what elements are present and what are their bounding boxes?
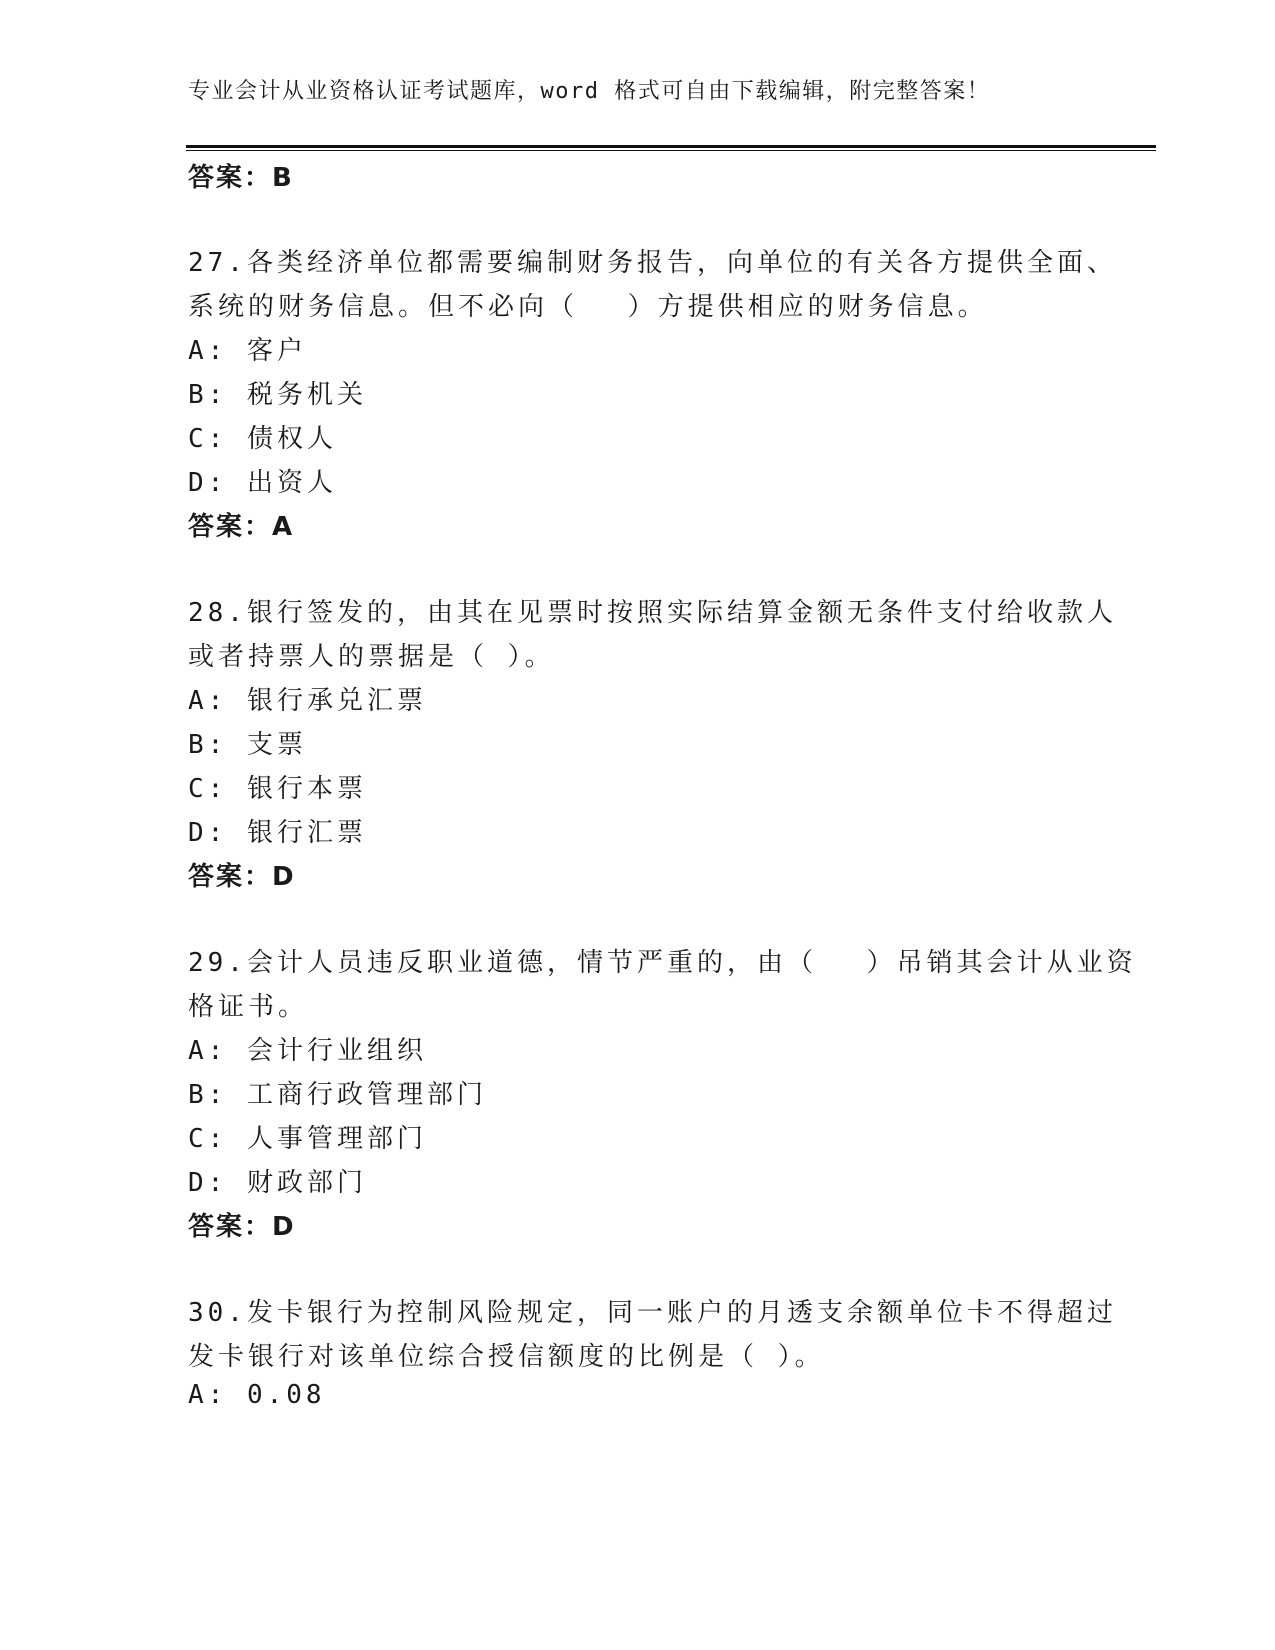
question-30-stem-line-2: 发卡银行对该单位综合授信额度的比例是（ ）。: [188, 1342, 825, 1372]
question-30-stem-line-1: 30.发卡银行为控制风险规定，同一账户的月透支余额单位卡不得超过: [188, 1298, 1117, 1328]
question-27-answer: 答案：A: [188, 512, 295, 542]
question-29-option-d: D: 财政部门: [188, 1168, 367, 1198]
question-29-stem-line-1: 29.会计人员违反职业道德，情节严重的，由（ ）吊销其会计从业资: [188, 948, 1137, 978]
question-29-answer: 答案：D: [188, 1212, 296, 1242]
question-27-option-d: D: 出资人: [188, 468, 337, 498]
question-30-option-a: A: 0.08: [188, 1380, 326, 1410]
question-27-option-a: A: 客户: [188, 336, 307, 366]
header-divider-thick: [186, 145, 1156, 148]
question-29-option-c: C: 人事管理部门: [188, 1124, 427, 1154]
question-27-stem-line-2: 系统的财务信息。但不必向（ ）方提供相应的财务信息。: [188, 292, 988, 322]
question-28-option-a: A: 银行承兑汇票: [188, 686, 427, 716]
question-28-option-b: B: 支票: [188, 730, 307, 760]
header-divider-thin: [186, 150, 1156, 151]
question-27-option-b: B: 税务机关: [188, 380, 367, 410]
question-28-answer: 答案：D: [188, 862, 296, 892]
question-27-option-c: C: 债权人: [188, 424, 337, 454]
question-29-option-b: B: 工商行政管理部门: [188, 1080, 487, 1110]
question-29-stem-line-2: 格证书。: [188, 992, 309, 1022]
question-29-option-a: A: 会计行业组织: [188, 1036, 427, 1066]
previous-answer: 答案：B: [188, 163, 294, 193]
question-28-option-d: D: 银行汇票: [188, 818, 367, 848]
page-header: 专业会计从业资格认证考试题库，word 格式可自由下载编辑，附完整答案！: [188, 79, 991, 104]
question-28-stem-line-1: 28.银行签发的，由其在见票时按照实际结算金额无条件支付给收款人: [188, 598, 1117, 628]
question-27-stem-line-1: 27.各类经济单位都需要编制财务报告，向单位的有关各方提供全面、: [188, 248, 1117, 278]
question-28-stem-line-2: 或者持票人的票据是（ ）。: [188, 642, 555, 672]
question-28-option-c: C: 银行本票: [188, 774, 367, 804]
